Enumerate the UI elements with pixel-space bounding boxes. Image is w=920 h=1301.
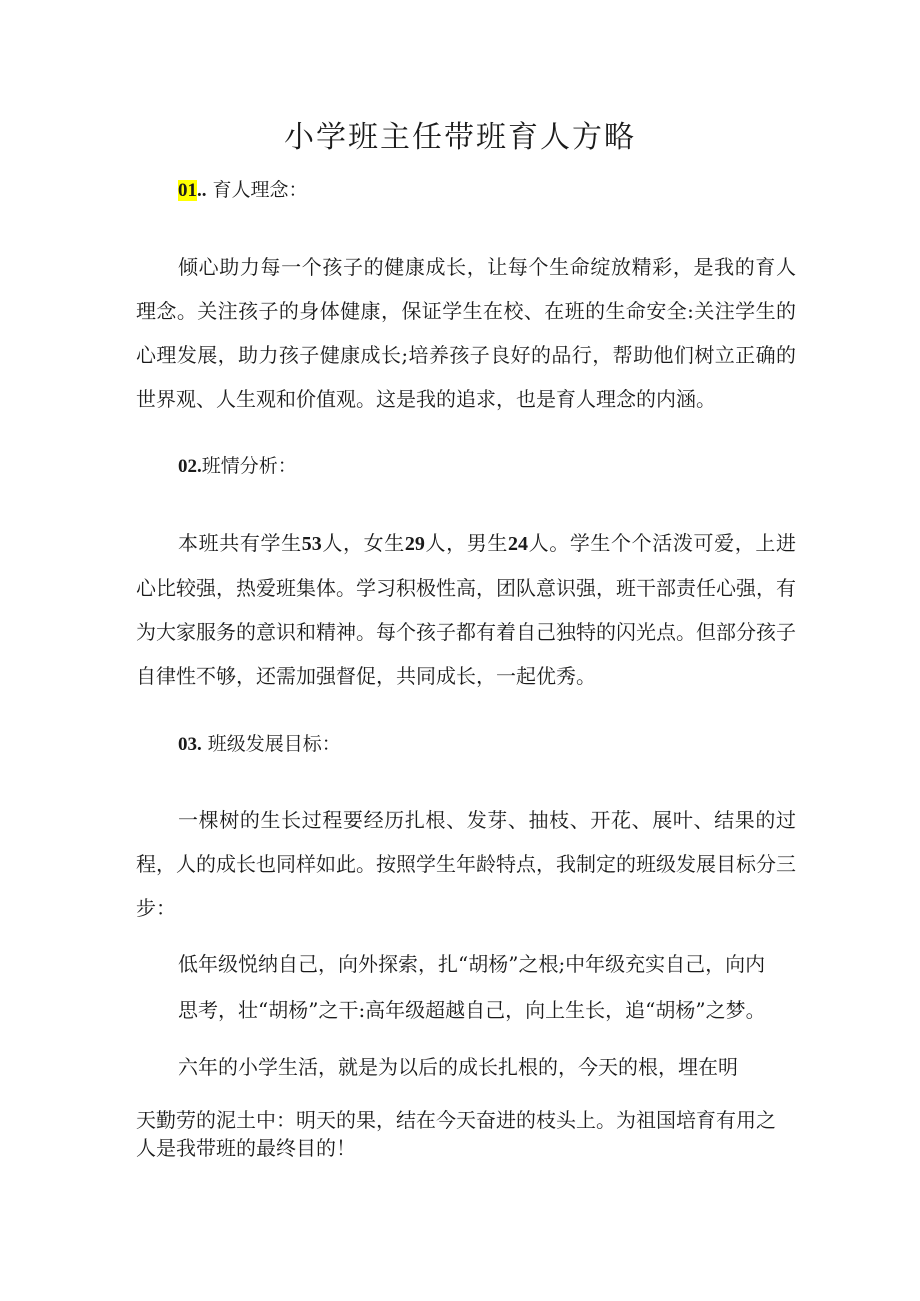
section-heading-3	[178, 730, 341, 759]
highlight-mark: 01	[178, 180, 197, 201]
document-title: 小学班主任带班育人方略	[284, 120, 636, 155]
steps-line-2: 思考，壮“胡杨”之干:高年级超越自己，向上生长，追“胡杨”之梦。	[178, 998, 766, 1022]
student-total: 53	[301, 533, 322, 555]
section-heading-2	[178, 452, 297, 481]
closing-line-3: 人是我带班的最终目的！	[136, 1136, 356, 1160]
section-paragraph-3: 一棵树的生长过程要经历扎根、发芽、抽枝、开花、展叶、结果的过程，人的成长也同样如此。按照学生年龄特点，我制定的班级发展目标分三步：	[136, 808, 796, 920]
section-number-3: 03.	[178, 734, 202, 755]
section-number-1: 01..	[178, 180, 207, 201]
girls-count: 29	[404, 533, 425, 555]
closing-line-2: 天勤劳的泥土中：明天的果，结在今天奋进的枝头上。为祖国培育有用之	[136, 1108, 776, 1132]
section-heading-1	[178, 176, 308, 205]
boys-count: 24	[507, 533, 528, 555]
section-paragraph-1: 倾心助力每一个孩子的健康成长，让每个生命绽放精彩，是我的育人理念。关注孩子的身体健康，保证学生在校、在班的生命安全:关注学生的心理发展，助力孩子健康成长;培养孩子良好的品行，帮助他们树立正确的世界观、人生观和价值观。这是我的追求，也是育人理念的内涵。	[136, 255, 796, 411]
closing-line-1: 六年的小学生活，就是为以后的成长扎根的，今天的根，埋在明	[178, 1055, 738, 1079]
steps-line-1: 低年级悦纳自己，向外探索，扎“胡杨”之根;中年级充实自己，向内	[178, 952, 766, 976]
section-number-2: 02.	[178, 456, 202, 477]
section-paragraph-2: 本班共有学生53人，女生29人，男生24人。学生个个活泼可爱，上进心比较强，热爱班集体。学习积极性高，团队意识强，班干部责任心强，有为大家服务的意识和精神。每个孩子都有着自己独特的闪光点。但部分孩子自律性不够，还需加强督促，共同成长，一起优秀。	[136, 531, 797, 688]
section-title-2: 班情分析：	[201, 455, 297, 477]
section-title-3: 班级发展目标：	[201, 733, 341, 755]
section-title-1: 育人理念：	[206, 179, 308, 201]
